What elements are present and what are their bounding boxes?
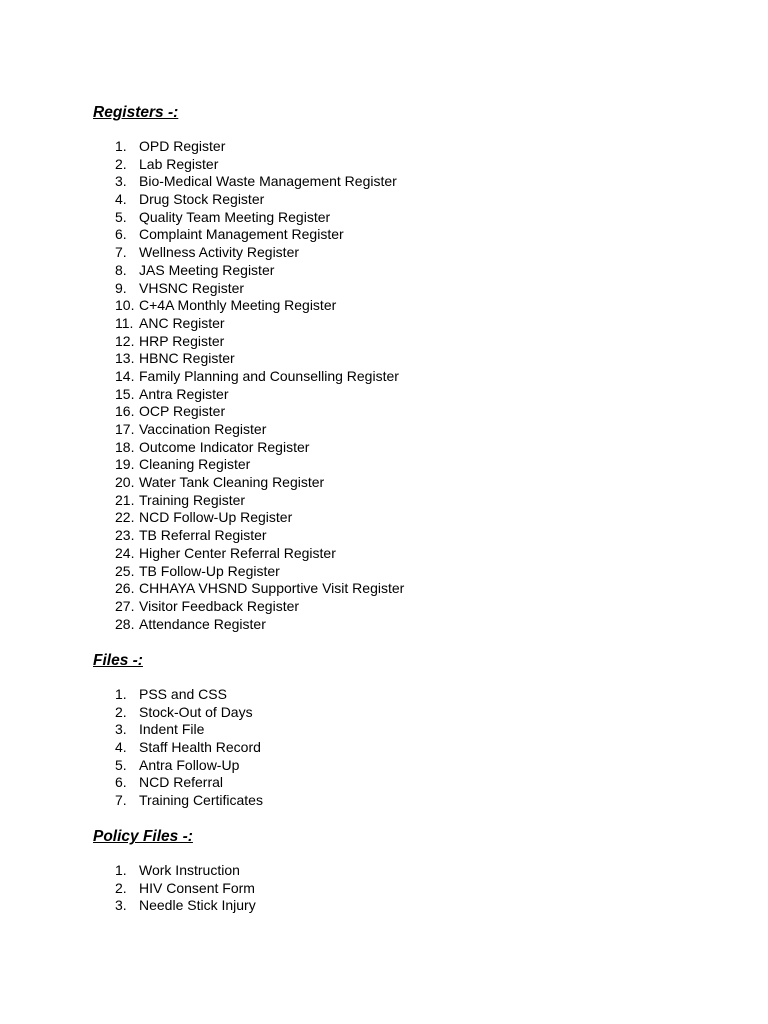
list-item-text: TB Follow-Up Register: [139, 562, 280, 579]
list-item-number: 18.: [115, 438, 135, 455]
list-item-number: 28.: [115, 615, 135, 632]
list-item-text: Staff Health Record: [139, 739, 261, 756]
list-item-number: 27.: [115, 597, 135, 614]
list-item-text: Drug Stock Register: [139, 191, 265, 208]
list-item-number: 26.: [115, 580, 135, 597]
registers-heading: Registers -:: [93, 104, 179, 121]
list-item-text: CHHAYA VHSND Supportive Visit Register: [139, 580, 405, 597]
list-item-number: 1.: [115, 862, 127, 878]
policy-files-heading: Policy Files -:: [93, 828, 193, 845]
list-item-text: Stock-Out of Days: [139, 703, 253, 720]
list-item-number: 7.: [115, 244, 127, 261]
list-item-number: 25.: [115, 562, 135, 579]
list-item-number: 5.: [115, 756, 127, 773]
list-item-text: HRP Register: [139, 332, 225, 349]
list-item-number: 1.: [115, 686, 127, 702]
list-item-number: 12.: [115, 332, 135, 349]
list-item-text: Antra Follow-Up: [139, 756, 240, 773]
list-item-number: 5.: [115, 208, 127, 225]
list-item-text: Outcome Indicator Register: [139, 438, 310, 455]
list-item-number: 6.: [115, 226, 127, 243]
list-item-number: 14.: [115, 367, 135, 384]
list-item-number: 3.: [115, 721, 127, 738]
list-item-number: 3.: [115, 173, 127, 190]
list-item-text: Antra Register: [139, 385, 229, 402]
list-item-text: Wellness Activity Register: [139, 244, 300, 261]
list-item-number: 16.: [115, 403, 135, 420]
list-item-text: Higher Center Referral Register: [139, 544, 336, 561]
list-item-text: Vaccination Register: [139, 421, 267, 437]
list-item-number: 15.: [115, 385, 135, 402]
list-item-text: C+4A Monthly Meeting Register: [139, 297, 337, 314]
list-item-number: 1.: [115, 138, 127, 154]
list-item-number: 13.: [115, 350, 135, 367]
list-item-number: 10.: [115, 297, 135, 314]
list-item-number: 20.: [115, 474, 135, 491]
list-item-text: Training Certificates: [139, 792, 263, 809]
list-item-text: Bio-Medical Waste Management Register: [139, 173, 397, 190]
list-item-number: 23.: [115, 527, 135, 544]
list-item-text: Family Planning and Counselling Register: [139, 367, 399, 384]
list-item-text: VHSNC Register: [139, 279, 245, 296]
list-item-text: Complaint Management Register: [139, 226, 344, 243]
list-item-number: 4.: [115, 191, 127, 208]
list-item-number: 4.: [115, 739, 127, 756]
list-item-number: 2.: [115, 155, 127, 172]
list-item-number: 9.: [115, 279, 127, 296]
list-item-text: NCD Referral: [139, 774, 224, 791]
list-item-text: Indent File: [139, 721, 205, 738]
list-item-number: 22.: [115, 509, 135, 526]
list-item-text: OCP Register: [139, 403, 226, 420]
list-item-text: PSS and CSS: [139, 686, 227, 702]
list-item-number: 21.: [115, 491, 135, 508]
list-item-text: Quality Team Meeting Register: [139, 208, 331, 225]
list-item-number: 6.: [115, 774, 127, 791]
list-item-text: Water Tank Cleaning Register: [139, 474, 325, 491]
list-item-text: TB Referral Register: [139, 527, 267, 544]
list-item-number: 17.: [115, 421, 135, 437]
files-heading: Files -:: [93, 652, 143, 669]
list-item-text: JAS Meeting Register: [139, 261, 275, 278]
list-item-text: Cleaning Register: [139, 456, 251, 473]
list-item-number: 19.: [115, 456, 135, 473]
list-item-text: Attendance Register: [139, 615, 266, 632]
list-item-text: NCD Follow-Up Register: [139, 509, 293, 526]
list-item-text: Work Instruction: [139, 862, 240, 878]
list-item-text: ANC Register: [139, 314, 225, 331]
list-item-number: 3.: [115, 897, 127, 914]
list-item-number: 11.: [115, 314, 134, 331]
list-item-number: 24.: [115, 544, 135, 561]
list-item-text: Training Register: [139, 491, 246, 508]
list-item-number: 8.: [115, 261, 127, 278]
list-item-number: 2.: [115, 703, 127, 720]
list-item-text: HBNC Register: [139, 350, 235, 367]
list-item-text: Visitor Feedback Register: [139, 597, 300, 614]
list-item-text: Needle Stick Injury: [139, 897, 256, 914]
list-item-text: Lab Register: [139, 155, 219, 172]
list-item-text: OPD Register: [139, 138, 226, 154]
list-item-number: 2.: [115, 879, 127, 896]
list-item-number: 7.: [115, 792, 127, 809]
list-item-text: HIV Consent Form: [139, 879, 255, 896]
